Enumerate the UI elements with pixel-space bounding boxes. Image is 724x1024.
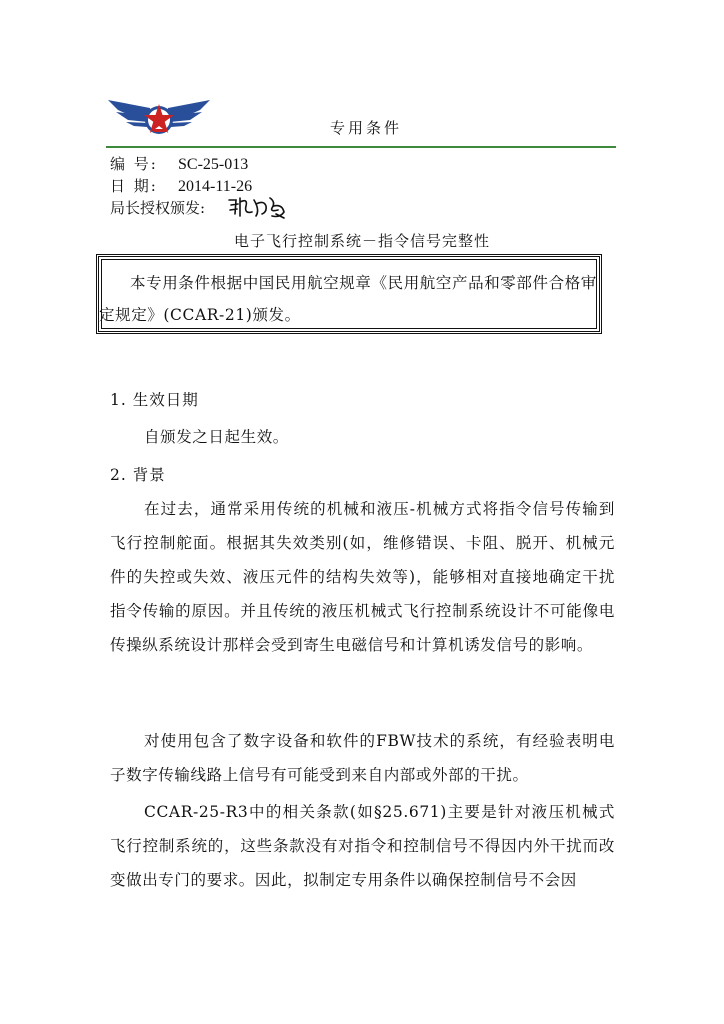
section-2-paragraph-1: 在过去，通常采用传统的机械和液压-机械方式将指令信号传输到飞行控制舵面。根据其失效类别(如，维修错误、卡阻、脱开、机械元件的失控或失效、液压元件的结构失效等)，能够相对直接地确定干扰指令传输的原因。并且传统的液压机械式飞行控制系统设计不可能像电传操纵系统设计那样会受到寄生电磁信号和计算机诱发信号的影响。 — [110, 500, 615, 654]
caac-logo-icon — [106, 96, 212, 138]
notice-text: 本专用条件根据中国民用航空规章《民用航空产品和零部件合格审定规定》(CCAR-21)颁发。 — [99, 274, 597, 324]
header-title: 专用条件 — [330, 119, 403, 137]
section-2-paragraph-2: 对使用包含了数字设备和软件的FBW技术的系统，有经验表明电子数字传输线路上信号有可能受到来自内部或外部的干扰。 — [110, 732, 615, 784]
notice-box — [96, 254, 602, 334]
document-number-label: 编 号: — [110, 155, 158, 173]
section-2-paragraph-3: CCAR-25-R3中的相关条款(如§25.671)主要是针对液压机械式飞行控制系统的，这些条款没有对指令和控制信号不得因内外干扰而改变做出专门的要求。因此，拟制定专用条件以确保控制信号不会因 — [110, 803, 615, 889]
document-number-row — [110, 154, 248, 175]
header-rule — [106, 146, 616, 148]
document-date-value: 2014-11-26 — [178, 178, 253, 195]
signature-icon — [226, 192, 288, 220]
section-1-paragraph: 自颁发之日起生效。 — [144, 428, 289, 446]
authorization-row — [110, 198, 205, 218]
authorization-label: 局长授权颁发: — [110, 199, 206, 217]
document-number-value: SC-25-013 — [178, 156, 249, 173]
section-heading-1: 1. 生效日期 — [110, 391, 199, 409]
section-heading-2: 2. 背景 — [110, 466, 166, 484]
document-date-label: 日 期: — [110, 177, 158, 195]
document-title: 电子飞行控制系统－指令信号完整性 — [233, 232, 490, 250]
